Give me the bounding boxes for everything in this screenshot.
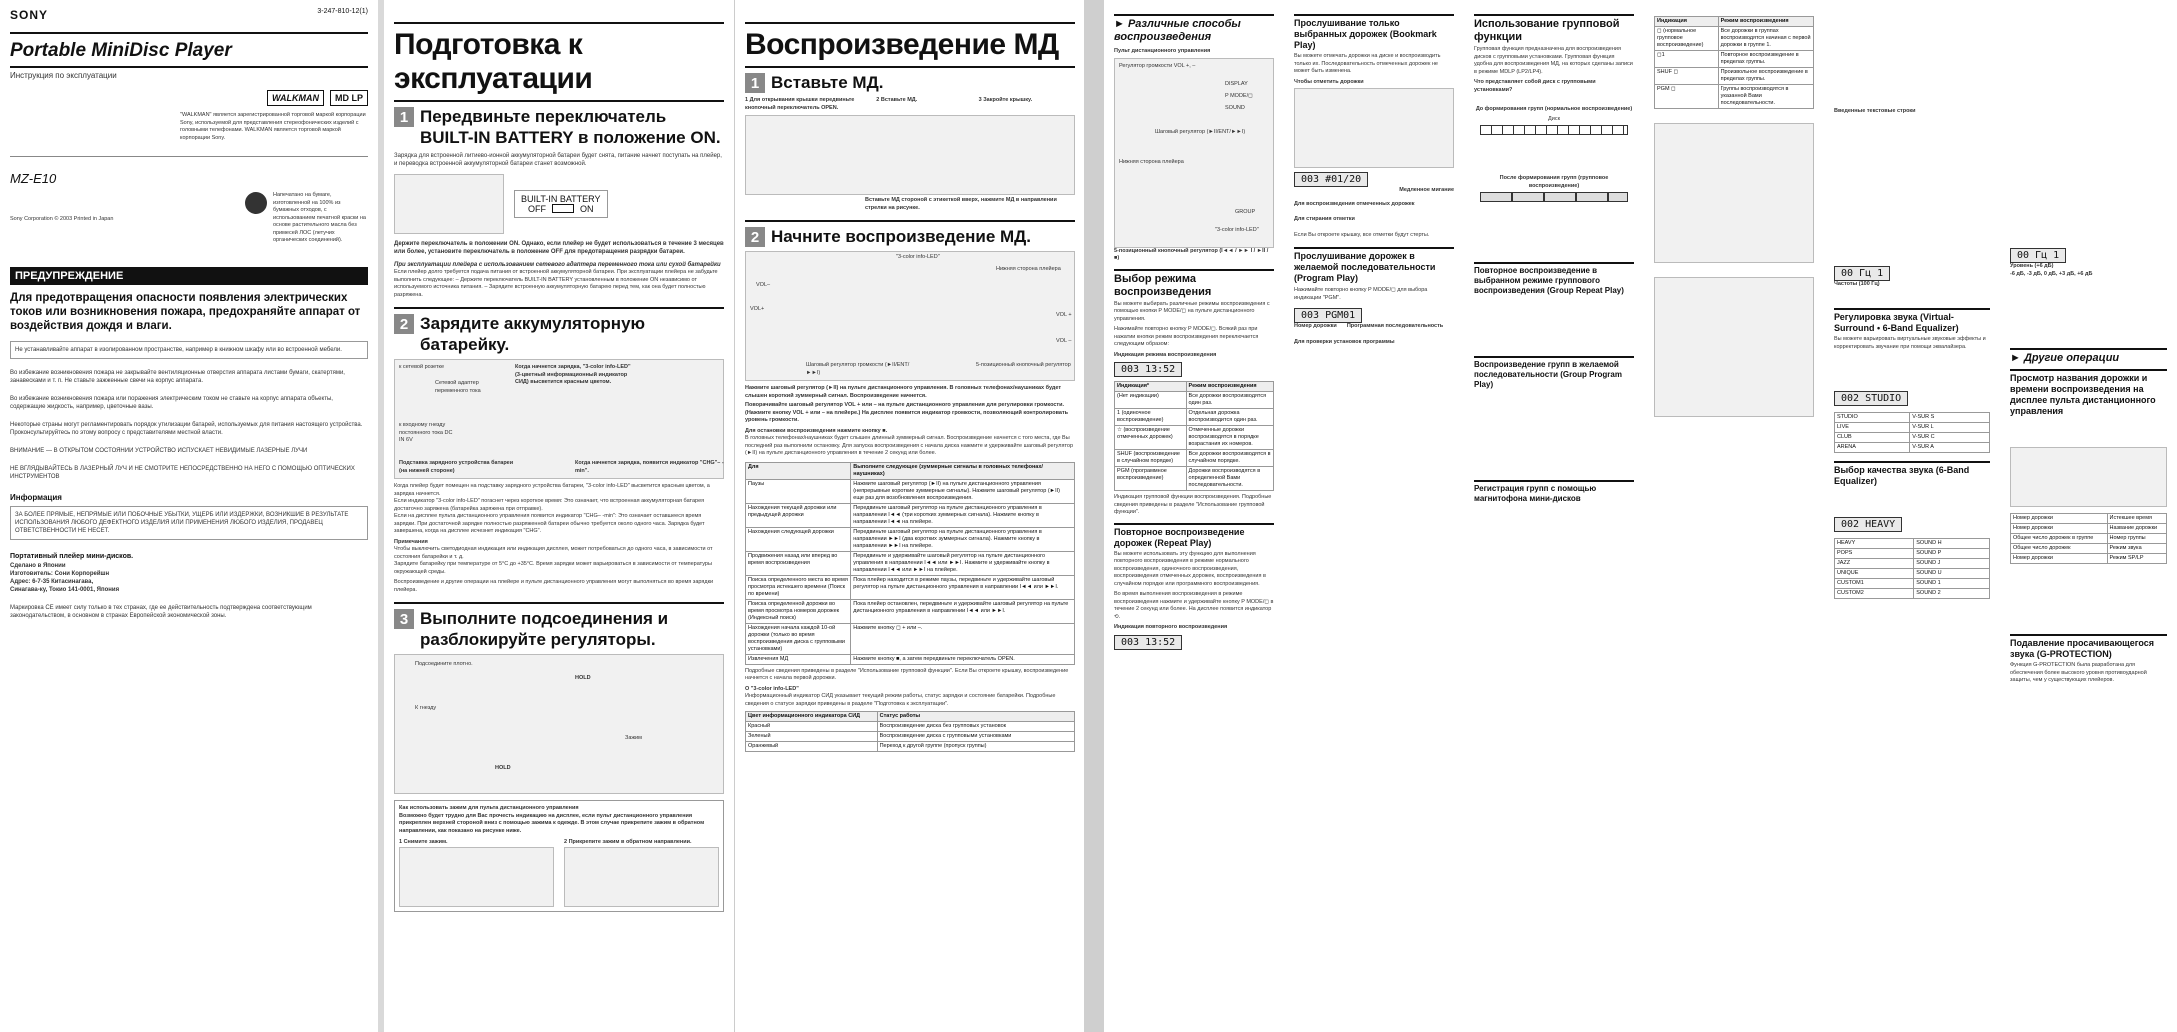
table-row <box>746 575 1075 599</box>
model-number: MZ-E10 <box>10 171 57 186</box>
fig-label: HOLD <box>575 675 591 681</box>
table-header: Режим воспроизведения <box>1186 382 1273 392</box>
table-cell: ☆ (воспроизведение отмеченных дорожек) <box>1115 426 1187 450</box>
table-cell: V-SUR A <box>1910 443 1990 453</box>
fig-label: SOUND <box>1225 104 1245 111</box>
table-cell: Дорожки воспроизводятся в определенной Вами последовательности. <box>1186 467 1273 491</box>
program-text: Нажимайте повторно кнопку P MODE/◻ для выбора индикации "PGM". <box>1294 287 1428 301</box>
level-values: -6 дБ, -3 дБ, 0 дБ, +3 дБ, +6 дБ <box>2010 270 2093 277</box>
mode-text: Вы можете выбирать различные режимы воспроизведения с помощью кнопки P MODE/◻ на пульте дистанционного управления. <box>1114 300 1270 322</box>
connection-illustration <box>394 654 724 794</box>
table-cell: ◻ (нормальное групповое воспроизведение) <box>1655 27 1719 51</box>
display-illustration <box>2010 447 2167 507</box>
clip-text: Возможно будет трудно для Вас прочесть индикацию на дисплее, если пульт дистанционного управления прикреплен верхней стороной вниз с помощью зажима к одежде. В этом случае прикрепите зажим в обратном направлении, как показано на рисунке ниже. <box>399 812 705 834</box>
fig-label: К гнезду <box>415 705 437 711</box>
table-cell: Нахождения текущей дорожки или предыдущей дорожки <box>746 503 851 527</box>
step-number: 1 <box>745 73 765 93</box>
eq-table <box>1834 538 1990 599</box>
table-row <box>1835 559 1990 569</box>
disc-label: Диск <box>1548 115 1560 122</box>
table-cell: PGM ◻ <box>1655 85 1719 109</box>
table-cell: Поиска определенной дорожки во время просмотра номеров дорожек (Индексный поиск) <box>746 599 851 623</box>
modes-page <box>1104 0 2177 1032</box>
table-cell: Продвижения назад или вперед во время воспроизведения <box>746 551 851 575</box>
table-cell: Извлечения МД <box>746 654 851 664</box>
table-cell: SOUND U <box>1914 569 1990 579</box>
table-row <box>746 503 1075 527</box>
fig-label: VOL+ <box>750 306 765 312</box>
table-cell: JAZZ <box>1835 559 1914 569</box>
other-title: ► Другие операции <box>2010 348 2167 365</box>
step-2-notes-title: Примечания <box>394 538 428 545</box>
table-cell: Паузы <box>746 479 851 503</box>
table-cell: Передвиньте и удерживайте шаговый регулятор на пульте дистанционного управления в направлении I◄◄ или ►►I. Нажмите и удерживайте кнопку в направлении I◄◄ или ►►I на плейере. <box>851 551 1075 575</box>
charging-illustration <box>394 359 724 479</box>
step-2-bullet: Если индикатор "3-color info-LED" погаснет через короткое время: Это означает, что встроенная аккумуляторная батарея достаточно заряжена (батарейка заряжена при отправке). <box>394 498 705 512</box>
table-cell: SOUND H <box>1914 539 1990 549</box>
table-header: Для <box>746 462 851 479</box>
player-illustration <box>394 174 504 234</box>
vsur-text: Вы можете варьировать виртуальные звуковые эффекты и корректировать звучание при помощи эквалайзера. <box>1834 336 1986 350</box>
table-row <box>746 551 1075 575</box>
stop-text: В головных телефонах/наушниках будет слышен длинный зуммерный сигнал. Воспроизведение начнется с того места, где Вы последний раз выполнили остановку. Для запуска воспроизведения с начала диска нажмите и удерживайте шаговый регулятор (►II) на пульте дистанционного управления в течение 2 секунд или более. <box>745 435 1074 456</box>
display-table <box>2010 513 2167 564</box>
freq-caption: Частоты (100 Гц) <box>1834 280 1880 287</box>
para-ventilation: Во избежание возникновения пожара не закрывайте вентиляционные отверстия аппарата листами бумаги, скатертями, занавесками и т. п. Не ставьте зажженные свечи на корпус аппарата. <box>10 369 345 384</box>
group-illustration <box>1654 123 1814 263</box>
table-cell: CUSTOM2 <box>1835 589 1914 599</box>
table-row <box>1835 443 1990 453</box>
table-cell: Общее число дорожек в группе <box>2011 534 2108 544</box>
fig-label: GROUP <box>1235 208 1256 215</box>
lcd-display: 003 13:52 <box>1114 635 1182 650</box>
table-row <box>2011 524 2167 534</box>
fig-label: 5-позиционный кнопочный регулятор <box>976 362 1071 368</box>
page-gutter <box>1084 0 1104 1032</box>
table-cell: V-SUR S <box>1910 413 1990 423</box>
disc-title: До формирования групп (нормальное воспроизведение) <box>1475 106 1633 112</box>
laser-caution: ВНИМАНИЕ — В ОТКРЫТОМ СОСТОЯНИИ УСТРОЙСТВО ИСПУСКАЕТ НЕВИДИМЫЕ ЛАЗЕРНЫЕ ЛУЧИ <box>10 447 308 454</box>
lcd-display: 003 #01/20 <box>1294 172 1368 187</box>
fig-label: VOL– <box>756 282 771 288</box>
table-cell: V-SUR C <box>1910 433 1990 443</box>
step-1-note: Держите переключатель в положении ON. Однако, если плейер не будет использоваться в течение 3 месяцев или более, установите переключатель в положение OFF для предотвращения разрядки батареи. <box>394 241 724 255</box>
table-cell: Истекшее время <box>2107 514 2167 524</box>
table-cell: V-SUR L <box>1910 423 1990 433</box>
group-title: Использование групповой функции <box>1474 14 1634 44</box>
table-row <box>746 479 1075 503</box>
table-row <box>2011 554 2167 564</box>
table-cell: Название дорожки <box>2107 524 2167 534</box>
table-row <box>1835 433 1990 443</box>
step-1-title: 1 Передвиньте переключатель BUILT-IN BATTERY в положение ON. <box>394 106 724 148</box>
table-cell: SOUND 2 <box>1914 589 1990 599</box>
table-cell: Оранжевый <box>746 742 878 752</box>
fig-label: HOLD <box>495 765 511 771</box>
table-cell: Пока плейер остановлен, передвиньте и удерживайте шаговый регулятор на пульте дистанционного управления в направлении I◄◄ или ►►I. <box>851 599 1075 623</box>
group-illustration <box>1654 277 1814 417</box>
table-cell: Произвольное воспроизведение в пределах группы. <box>1718 68 1813 85</box>
lcd-caption: Номер дорожки <box>1294 323 1337 329</box>
table-row <box>746 527 1075 551</box>
lcd-display: 002 HEAVY <box>1834 517 1902 532</box>
bookmark-sub: Чтобы отметить дорожки <box>1294 78 1364 85</box>
step-2-tip: Воспроизведение и другие операции на плейере и пульте дистанционного управления могут выполняться во время зарядки плейера. <box>394 579 714 593</box>
fig-label: Подсоедините плотно. <box>415 661 473 667</box>
table-row <box>746 722 1075 732</box>
bookmark-play: Для воспроизведения отмеченных дорожек <box>1294 200 1415 207</box>
table-cell: Режим звука <box>2107 544 2167 554</box>
table-header: Статус работы <box>877 712 1074 722</box>
clip-step: 1 Снимите зажим. <box>399 839 448 845</box>
step-number: 2 <box>394 314 414 334</box>
bookmark-text: Вы можете отмечать дорожки на диске и воспроизводить только их. Последовательность отмеченных дорожек не может быть изменена. <box>1294 53 1441 74</box>
fig-label: P MODE/◻ <box>1225 92 1253 99</box>
brand-logo: SONY <box>10 8 49 22</box>
table-cell: SOUND P <box>1914 549 1990 559</box>
copyright: Sony Corporation © 2003 Printed in Japan <box>10 216 114 222</box>
fig-label: Зажим <box>625 735 642 741</box>
maker-line: Адрес: 6-7-35 Китасинагава, <box>10 578 94 585</box>
table-row <box>1115 392 1274 409</box>
fig-label: к входному гнезду постоянного тока DC IN 6V <box>399 422 453 443</box>
table-cell: Отдельная дорожка воспроизводится один раз. <box>1186 409 1273 426</box>
page-title: Подготовка к эксплуатации <box>394 28 593 95</box>
lcd-display: 003 PGM01 <box>1294 308 1362 323</box>
play-step: Нажмите шаговый регулятор (►II) на пульте дистанционного управления. В головных телефонах/наушниках будет слышен короткий зуммерный сигнал. Воспроизведение начнется. <box>745 385 1062 399</box>
table-row <box>1115 450 1274 467</box>
bookmark-clear: Для стирания отметки <box>1294 216 1355 222</box>
lcd-display: 002 STUDIO <box>1834 391 1908 406</box>
table-cell: Общее число дорожек <box>2011 544 2108 554</box>
group-mode-table <box>1654 16 1814 109</box>
mdlp-title: Регистрация групп с помощью магнитофона мини-дисков <box>1474 480 1634 504</box>
repeat-title: Повторное воспроизведение дорожек (Repeat Play) <box>1114 523 1274 549</box>
bookmark-title: Прослушивание только выбранных дорожек (Bookmark Play) <box>1294 14 1454 51</box>
step-number: 1 <box>394 107 414 127</box>
lcd-display: 00 Гц 1 <box>1834 266 1890 281</box>
warning-heading: Для предотвращения опасности появления электрических токов или возникновения пожара, предохраняйте аппарат от воздействия дождя и влаги. <box>10 291 361 332</box>
table-cell: Воспроизведение диска с групповыми установками <box>877 732 1074 742</box>
playback-illustration <box>745 251 1075 381</box>
disc-after-title: После формирования групп (групповое воспроизведение) <box>1499 175 1609 189</box>
led-text: Информационный индикатор СИД указывает текущий режим работы, статус зарядки и состояние батарейки. Подробные сведения о статусе зарядки приведены в разделе "Подготовка к эксплуатации". <box>745 693 1056 707</box>
group-question: Что представляет собой диск с групповыми установками? <box>1474 79 1596 93</box>
insert-md-illustration <box>745 115 1075 195</box>
table-cell: Нажмите шаговый регулятор (►II) на пульте дистанционного управления (непрерывные короткие зуммерные сигналы). Нажмите шаговый регулятор (►II) еще раз для возобновления воспроизведения. <box>851 479 1075 503</box>
table-row <box>1115 409 1274 426</box>
table-row <box>746 654 1075 664</box>
fig-label: "3-color info-LED" <box>896 254 940 260</box>
group-text: Групповая функция предназначена для воспроизведения дисков с групповыми установками. Групповая функция удобна для воспроизведения МД, на которых сделаны записи в режиме MDLP (LP2/LP4). <box>1474 46 1633 75</box>
bookmark-illustration <box>1294 88 1454 168</box>
table-cell: Передвиньте шаговый регулятор на пульте дистанционного управления в направлении I◄◄ (три коротких зуммерных сигнала). Нажмите кнопку в направлении I◄◄ на плейере. <box>851 503 1075 527</box>
table-cell: CUSTOM1 <box>1835 579 1914 589</box>
ce-marking: Маркировка CE имеет силу только в тех странах, где ее действительность подтверждена соответствующим законодательством, в основном в странах Европейской экономической зоны. <box>10 604 312 619</box>
table-cell: CLUB <box>1835 433 1910 443</box>
fig-label: Подставка зарядного устройства батареи (на нижней стороне) <box>399 460 514 474</box>
fig-label: VOL + <box>1056 312 1072 318</box>
table-row <box>1115 467 1274 491</box>
step-number: 3 <box>394 609 414 629</box>
table-cell: LIVE <box>1835 423 1910 433</box>
table-row <box>1835 579 1990 589</box>
battery-switch: BUILT-IN BATTERY OFF ON <box>514 190 608 218</box>
table-row <box>2011 534 2167 544</box>
table-row <box>1655 51 1814 68</box>
table-row <box>1655 27 1814 51</box>
repeat-text: Вы можете использовать эту функцию для выполнения повторного воспроизведения в режиме нормального воспроизведения, одиночного воспроизведения, воспроизведения отмеченных дорожек, воспроизведения в случайном порядке или программного воспроизведения. <box>1114 550 1266 587</box>
table-row <box>1655 85 1814 109</box>
table-cell: Режим SP/LP <box>2107 554 2167 564</box>
clip-illustration <box>564 847 719 907</box>
table-cell: Все дорожки воспроизводятся в случайном порядке. <box>1186 450 1273 467</box>
table-cell: Нажмите кнопку ■, а затем передвиньте переключатель OPEN. <box>851 654 1075 664</box>
table-cell: POPS <box>1835 549 1914 559</box>
play-step: Поворачивайте шаговый регулятор VOL + или – на пульте дистанционного управления для регулировки громкости. (Нажмите кнопку VOL + или – на плейере.) На дисплее появится индикатор громкости, позволяющий контролировать уровень громкости. <box>745 402 1069 423</box>
insert-caption: Вставьте МД стороной с этикеткой вверх, нажмите МД в направлении стрелки на рисунке. <box>865 197 1057 211</box>
table-row <box>2011 514 2167 524</box>
table-row <box>1835 549 1990 559</box>
warning-box: Не устанавливайте аппарат в изолированном пространстве, например в книжном шкафу или во встроенной мебели. <box>10 341 368 359</box>
md-logo: MD LP <box>330 90 368 106</box>
table-header: Индикация <box>1655 17 1719 27</box>
table-cell: Красный <box>746 722 878 732</box>
table-cell: Пока плейер находится в режиме паузы, передвиньте и удерживайте шаговый регулятор на пульте дистанционного управления в направлении I◄◄ или ►►I. <box>851 575 1075 599</box>
lcd-display: 00 Гц 1 <box>2010 248 2066 263</box>
repeat-display-title: Индикация повторного воспроизведения <box>1114 624 1228 630</box>
table-cell: Передвиньте шаговый регулятор на пульте дистанционного управления в направлении ►►I (два коротких зуммерных сигнала). Нажмите кнопку в направлении ►►I на плейере. <box>851 527 1075 551</box>
protect-text: Функция G-PROTECTION была разработана для обеспечения более высокого уровня противоударной защиты, чем у существующих плейеров. <box>2010 662 2147 683</box>
lcd-caption: Медленное мигание <box>1399 187 1454 193</box>
table-cell: Все дорожки в группах воспроизводятся начиная с первой дорожки в группе 1. <box>1718 27 1813 51</box>
table-cell: ◻1 <box>1655 51 1719 68</box>
maker-line: Синагава-ку, Токио 141-0001, Япония <box>10 586 120 593</box>
table-cell: Все дорожки воспроизводятся один раз. <box>1186 392 1273 409</box>
step-2-note: Чтобы выключить светодиодная индикация или индикация дисплея, может потребоваться до одного часа, в зависимости от состояния батарейки и т. д. <box>394 546 713 560</box>
table-cell: Номер дорожки <box>2011 554 2108 564</box>
table-cell: Повторное воспроизведение в пределах группы. <box>1718 51 1813 68</box>
lcd-display: 003 13:52 <box>1114 362 1182 377</box>
table-cell: SHUF (воспроизведение в случайном порядке) <box>1115 450 1187 467</box>
lcd-caption: Программная последовательность <box>1346 323 1444 329</box>
fig-label: DISPLAY <box>1225 80 1248 87</box>
led-title: О "3-color info-LED" <box>745 685 799 692</box>
mode-title: Выбор режима воспроизведения <box>1114 269 1274 299</box>
fig-label: Шаговый регулятор (►II/ENT/►►I) <box>1155 128 1246 135</box>
logo-row <box>10 90 368 106</box>
bookmark-note: Если Вы откроете крышку, все отметки будут стерты. <box>1294 231 1430 238</box>
para-battery-disposal: Некоторые страны могут регламентировать порядок утилизации батарей, используемых для питания настоящего устройства. Проконсультируйтесь по этому вопросу с представителями местной власти. <box>10 421 363 436</box>
playback-page <box>734 0 1084 1032</box>
clip-step: 2 Прикрепите зажим в обратном направлении. <box>564 839 692 845</box>
led-table <box>745 711 1075 752</box>
maker-line: Сделано в Японии <box>10 562 66 569</box>
table-cell: STUDIO <box>1835 413 1910 423</box>
fig-label: Регулятор громкости VOL +, – <box>1119 62 1196 69</box>
table-row <box>1835 589 1990 599</box>
info-box: ЗА БОЛЕЕ ПРЯМЫЕ, НЕПРЯМЫЕ ИЛИ ПОБОЧНЫЕ УБЫТКИ, УЩЕРБ ИЛИ ИЗДЕРЖКИ, ВОЗНИКШИЕ В РЕЗУЛЬТАТЕ ИСПОЛЬЗОВАНИЯ ЛЮБОГО ДЕФЕКТНОГО ИЗДЕЛИЯ ИЛИ ПРИМЕНЕНИЯ ЛЮБОГО ИЗДЕЛИЯ, ПРОДАВЕЦ ОТВЕТСТВЕННОСТИ НЕ НЕСЕТ. <box>10 506 368 540</box>
custom-title: Введенные текстовые строки <box>1834 108 1916 114</box>
info-title: Информация <box>10 492 62 502</box>
table-row <box>746 599 1075 623</box>
fig-label: Сетевой адаптер переменного тока <box>435 380 481 394</box>
protect-title: Подавление просачивающегося звука (G-PROTECTION) <box>2010 634 2167 660</box>
mode-table <box>1114 381 1274 491</box>
table-cell: Нахождения следующей дорожки <box>746 527 851 551</box>
table-cell: Нахождения начала каждой 10-ой дорожки (только во время воспроизведения диска с групповыми установками) <box>746 623 851 654</box>
table-header: Режим воспроизведения <box>1718 17 1813 27</box>
step-2-title: 2 Начните воспроизведение МД. <box>745 226 1075 247</box>
table-row <box>746 732 1075 742</box>
maker-title: Портативный плейер мини-дисков. <box>10 552 134 560</box>
mode-step: Нажимайте повторно кнопку P MODE/◻. Всякий раз при нажатии кнопки режим воспроизведения переключается следующим образом: <box>1114 326 1259 347</box>
table-cell: SHUF ◻ <box>1655 68 1719 85</box>
step-2-note: Зарядите батарейку при температуре от 5°C до +35°C. Время зарядки может варьироваться в зависимости от температуры окружающей среды. <box>394 561 712 575</box>
preparation-page <box>384 0 734 1032</box>
table-row <box>746 623 1075 654</box>
product-name: Portable MiniDisc Player <box>10 40 232 61</box>
disc-track-bar <box>1480 125 1628 135</box>
section-title: ► Различные способы воспроизведения <box>1114 14 1274 44</box>
program-confirm: Для проверки установок программы <box>1294 338 1395 345</box>
table-header: Выполните следующее (зуммерные сигналы в головных телефонах/наушниках) <box>851 462 1075 479</box>
remote-caption: 5-позиционный кнопочный регулятор (I◄◄ / ►► I / ►II / ■) <box>1114 247 1269 261</box>
step-2-title: 2 Зарядите аккумуляторную батарейку. <box>394 313 724 355</box>
vsur-table <box>1834 412 1990 453</box>
eco-note: Напечатано на бумаге, изготовленной на 100% из бумажных отходов, с использованием печатной краски на основе растительного масла без примесей ЛОС (летучих органических соединений). <box>273 192 366 243</box>
table-header: Цвет информационного индикатора СИД <box>746 712 878 722</box>
table-header: Индикация* <box>1115 382 1187 392</box>
table-cell: UNIQUE <box>1835 569 1914 579</box>
table-cell: ARENA <box>1835 443 1910 453</box>
part-number: 3-247-810-12(1) <box>317 8 368 15</box>
fig-label: Шаговый регулятор громкости (►II/ENT/►►I) <box>806 362 910 376</box>
table-cell: Номер группы <box>2107 534 2167 544</box>
trademark-note: "WALKMAN" является зарегистрированной торговой маркой корпорации Sony, используемой для представления стереофонических изделий с головными телефонами. WALKMAN является торговой маркой корпорации Sony. <box>180 112 366 141</box>
insert-step: 1 Для открывания крышки передвиньте кнопочный переключатель OPEN. <box>745 97 855 111</box>
fig-label: VOL – <box>1056 338 1072 344</box>
remote-illustration <box>1114 58 1274 248</box>
step-1-sub-text: Если плейер долго требуется подача питания от встроенной аккумуляторной батареи. При эксплуатации плейера не забудьте выполнить следующее: – Держите переключатель BUILT-IN BATTERY установленным в положение ON независимо от используемого источника питания. – Зарядите встроенную аккумуляторную батарею перед тем, как она будет полностью разряжена. <box>394 269 718 298</box>
fig-label: Нижняя сторона плейера <box>996 266 1061 272</box>
table-cell: Отмеченные дорожки воспроизводятся в порядке возрастания их номеров. <box>1186 426 1273 450</box>
table-cell: SOUND 1 <box>1914 579 1990 589</box>
program-title: Прослушивание дорожек в желаемой последовательности (Program Play) <box>1294 247 1454 284</box>
step-1-title: 1 Вставьте МД. <box>745 72 1075 93</box>
table-row <box>746 742 1075 752</box>
table-cell: (Нет индикации) <box>1115 392 1187 409</box>
step-1-sub: При эксплуатации плейера с использованием сетевого адаптера переменного тока или сухой батарейки <box>394 262 721 268</box>
insert-step: 3 Закройте крышку. <box>978 97 1033 103</box>
clip-illustration <box>399 847 554 907</box>
table-cell: Группы воспроизводятся в указанной Вами последовательности. <box>1718 85 1813 109</box>
table-row <box>2011 544 2167 554</box>
display-title: Просмотр названия дорожки и времени воспроизведения на дисплее пульта дистанционного управления <box>2010 369 2167 417</box>
laser-caution-2: НЕ ВГЛЯДЫВАЙТЕСЬ В ЛАЗЕРНЫЙ ЛУЧ И НЕ СМОТРИТЕ НЕПОСРЕДСТВЕННО НА НЕГО С ПОМОЩЬЮ ОПТИЧЕСКИХ ИНСТРУМЕНТОВ <box>10 465 355 480</box>
table-cell: Номер дорожки <box>2011 514 2108 524</box>
step-1-text: Зарядка для встроенной литиево-ионной аккумуляторной батареи будет снята, питание начнет поступать на плейер, и переводка встроенной аккумуляторной батареи станет возможной. <box>394 153 722 167</box>
table-cell: PGM (программное воспроизведение) <box>1115 467 1187 491</box>
operations-table <box>745 462 1075 665</box>
eq-title: Выбор качества звука (6-Band Equalizer) <box>1834 461 1990 487</box>
clip-title: Как использовать зажим для пульта дистанционного управления <box>399 805 579 811</box>
walkman-logo: WALKMAN <box>267 90 324 106</box>
para-liquid: Во избежание возникновения пожара или поражения электрическим током не ставьте на корпус аппарата объекты, содержащие жидкость, например, цветочные вазы. <box>10 395 333 410</box>
stop-title: Для остановки воспроизведения нажмите кнопку ■. <box>745 427 888 434</box>
table-cell: 1 (одиночное воспроизведение) <box>1115 409 1187 426</box>
disc-group-bar <box>1480 192 1628 202</box>
table-row <box>1655 68 1814 85</box>
maker-line: Изготовитель: Сони Корпорейшн <box>10 570 110 577</box>
mode-display-title: Индикация режима воспроизведения <box>1114 351 1217 358</box>
table-row <box>1835 539 1990 549</box>
remote-title: Пульт дистанционного управления <box>1114 48 1211 54</box>
step-number: 2 <box>745 227 765 247</box>
table-cell: Нажмите кнопку ◻ + или –. <box>851 623 1075 654</box>
eco-logo-icon <box>245 192 267 214</box>
fig-label: Когда начнется зарядка, "3-color info-LED" (3-цветный информационный индикатор СИД) высветится красным цветом. <box>515 364 631 385</box>
table-cell: SOUND J <box>1914 559 1990 569</box>
fig-label: Когда начнется зарядка, появится индикатор "CHG"– -min". <box>575 460 724 474</box>
repeat-step: Во время выполнения воспроизведения в режиме воспроизведения нажмите и удерживайте кнопку P MODE/◻ в течение 2 секунд или более. На дисплее появится индикатор ⟲. <box>1114 591 1274 620</box>
table-cell: Номер дорожки <box>2011 524 2108 534</box>
step-3-title: 3 Выполните подсоединения и разблокируйте регуляторы. <box>394 608 724 650</box>
fig-label: к сетевой розетке <box>399 364 445 370</box>
manual-title: Инструкция по эксплуатации <box>10 71 117 80</box>
page-title: Воспроизведение МД <box>745 28 1059 61</box>
table-cell: Поиска определенного места во время просмотра истекшего времени (Поиск по времени) <box>746 575 851 599</box>
fig-label: Нижняя сторона плейера <box>1119 158 1184 165</box>
group-program-title: Воспроизведение групп в желаемой последовательности (Group Program Play) <box>1474 356 1634 390</box>
footnote: Подробные сведения приведены в разделе "Использование групповой функции". Если Вы откроете крышку, воспроизведение начнется с начала первой дорожки. <box>745 667 1069 681</box>
table-row <box>1835 569 1990 579</box>
table-cell: HEAVY <box>1835 539 1914 549</box>
table-cell: Зеленый <box>746 732 878 742</box>
group-repeat-title: Повторное воспроизведение в выбранном режиме группового воспроизведения (Group Repeat Play) <box>1474 262 1634 296</box>
table-row <box>1835 423 1990 433</box>
table-cell: Воспроизведение диска без групповых установок <box>877 722 1074 732</box>
table-cell: Переход к другой группе (пропуск группы) <box>877 742 1074 752</box>
table-row <box>1835 413 1990 423</box>
cover-page <box>0 0 378 1032</box>
vsur-title: Регулировка звука (Virtual-Surround • 6-Band Equalizer) <box>1834 308 1990 334</box>
mode-note: Индикация групповой функции воспроизведения. Подробные сведения приведены в разделе "Использование групповой функции". <box>1114 494 1272 515</box>
insert-step: 2 Вставьте МД. <box>876 97 918 103</box>
table-row <box>1115 426 1274 450</box>
fig-label: "3-color info-LED" <box>1215 226 1259 233</box>
step-2-bullet: Если на дисплее пульта дистанционного управления появится индикатор "CHG– -min": Это означает оставшееся время зарядки. При достаточной зарядке полностью разряженной батареи обычно требуется около одного часа. Зарядка будет завершена, когда на дисплее исчезнет индикация "CHG". <box>394 513 705 534</box>
warning-title: ПРЕДУПРЕЖДЕНИЕ <box>10 267 368 285</box>
level-caption: Уровень (+6 дБ) <box>2010 263 2054 269</box>
step-2-text: Когда плейер будет помещен на подставку зарядного устройства батареи, "3-color info-LED" высветится красным цветом, а зарядка начнется. <box>394 483 710 497</box>
